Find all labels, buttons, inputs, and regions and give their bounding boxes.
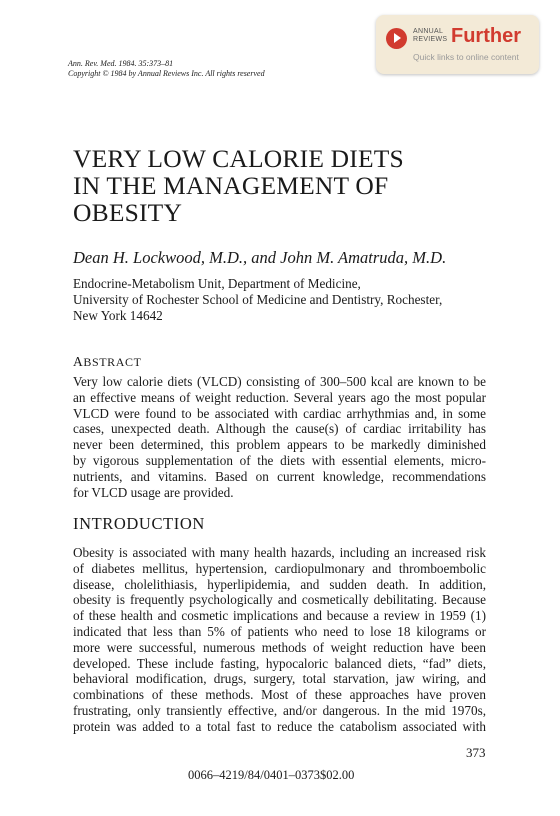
introduction-line: disease, cholelithiasis, hyperlipidemia, and sudden death. In addition,	[73, 576, 486, 592]
footer-code: 0066–4219/84/0401–0373$02.00	[188, 768, 355, 782]
title-line: OBESITY	[73, 198, 183, 227]
abstract-body	[73, 374, 486, 500]
abstract-line: an effective means of weight reduction. Several years ago the most popular	[73, 389, 486, 405]
introduction-line: more were successful, numerous methods of weight reduction have been	[73, 639, 486, 655]
abstract-line: never been determined, this problem appears to be markedly diminished	[73, 437, 486, 453]
title-line: VERY LOW CALORIE DIETS	[73, 144, 404, 173]
introduction-heading: INTRODUCTION	[73, 514, 205, 533]
article-title	[73, 145, 404, 226]
introduction-body	[73, 545, 486, 735]
banner-further-label[interactable]: Further	[451, 25, 521, 47]
author-line: Dean H. Lockwood, M.D., and John M. Amatruda, M.D.	[73, 248, 447, 267]
abstract-line: by vigorous supplementation of the diets with essential elements, micro-	[73, 452, 486, 468]
introduction-line: indicated that less than 5% of patients who need to lose 18 kilograms or	[73, 623, 486, 639]
abstract-line: cases, unexpected death. Although the cause(s) of cardiac irritability has	[73, 421, 486, 437]
abstract-heading-rest: BSTRACT	[83, 355, 142, 369]
affiliation-line: New York 14642	[73, 307, 163, 323]
introduction-line: developed. These include fasting, hypocaloric balanced diets, “fad” diets,	[73, 655, 486, 671]
introduction-line: frustrating, only transiently effective, and/or dangerous. In the mid 1970s,	[73, 702, 486, 718]
play-logo-icon	[386, 28, 407, 49]
abstract-line: VLCD were found to be associated with cardiac arrhythmias and, in some	[73, 405, 486, 421]
abstract-heading-initial: A	[73, 354, 84, 369]
citation-journal-line: Ann. Rev. Med. 1984. 35:373–81	[68, 59, 174, 68]
introduction-line: obesity is frequently psychologically and cosmetically debilitating. Because	[73, 592, 486, 608]
affiliation-line: University of Rochester School of Medicine and Dentistry, Rochester,	[73, 291, 443, 307]
affiliation-line: Endocrine-Metabolism Unit, Department of Medicine,	[73, 276, 361, 291]
introduction-line: of diabetes mellitus, hypertension, cardiopulmonary and thromboembolic	[73, 560, 486, 576]
further-links-banner[interactable]	[376, 15, 539, 74]
introduction-line: Obesity is associated with many health hazards, including an increased risk	[73, 545, 486, 560]
introduction-line: combinations of these methods. Most of these approaches have proven	[73, 687, 486, 703]
banner-tagline[interactable]: Quick links to online content	[413, 52, 519, 62]
abstract-line: for VLCD usage are provided.	[73, 484, 234, 500]
introduction-line: behavioral modification, drugs, surgery, total starvation, jaw wiring, and	[73, 671, 486, 687]
citation-copyright-line: Copyright © 1984 by Annual Reviews Inc. All rights reserved	[68, 69, 265, 78]
abstract-line: Very low calorie diets (VLCD) consisting of 300–500 kcal are known to be	[73, 374, 486, 389]
page-number: 373	[466, 745, 486, 760]
introduction-line: of these health and cosmetic implications and because a review in 1959 (1)	[73, 608, 486, 624]
banner-annual-label: ANNUAL	[413, 28, 444, 35]
banner-reviews-label: REVIEWS	[413, 36, 448, 43]
abstract-line: nutrients, and vitamins. Based on current knowledge, recommendations	[73, 468, 486, 484]
introduction-line: protein was added to a total fast to reduce the catabolism associated with	[73, 718, 486, 734]
annual-reviews-wordmark	[413, 28, 447, 44]
journal-citation	[68, 59, 265, 79]
abstract-heading	[73, 354, 142, 370]
affiliation	[73, 276, 442, 323]
title-line: IN THE MANAGEMENT OF	[73, 171, 389, 200]
